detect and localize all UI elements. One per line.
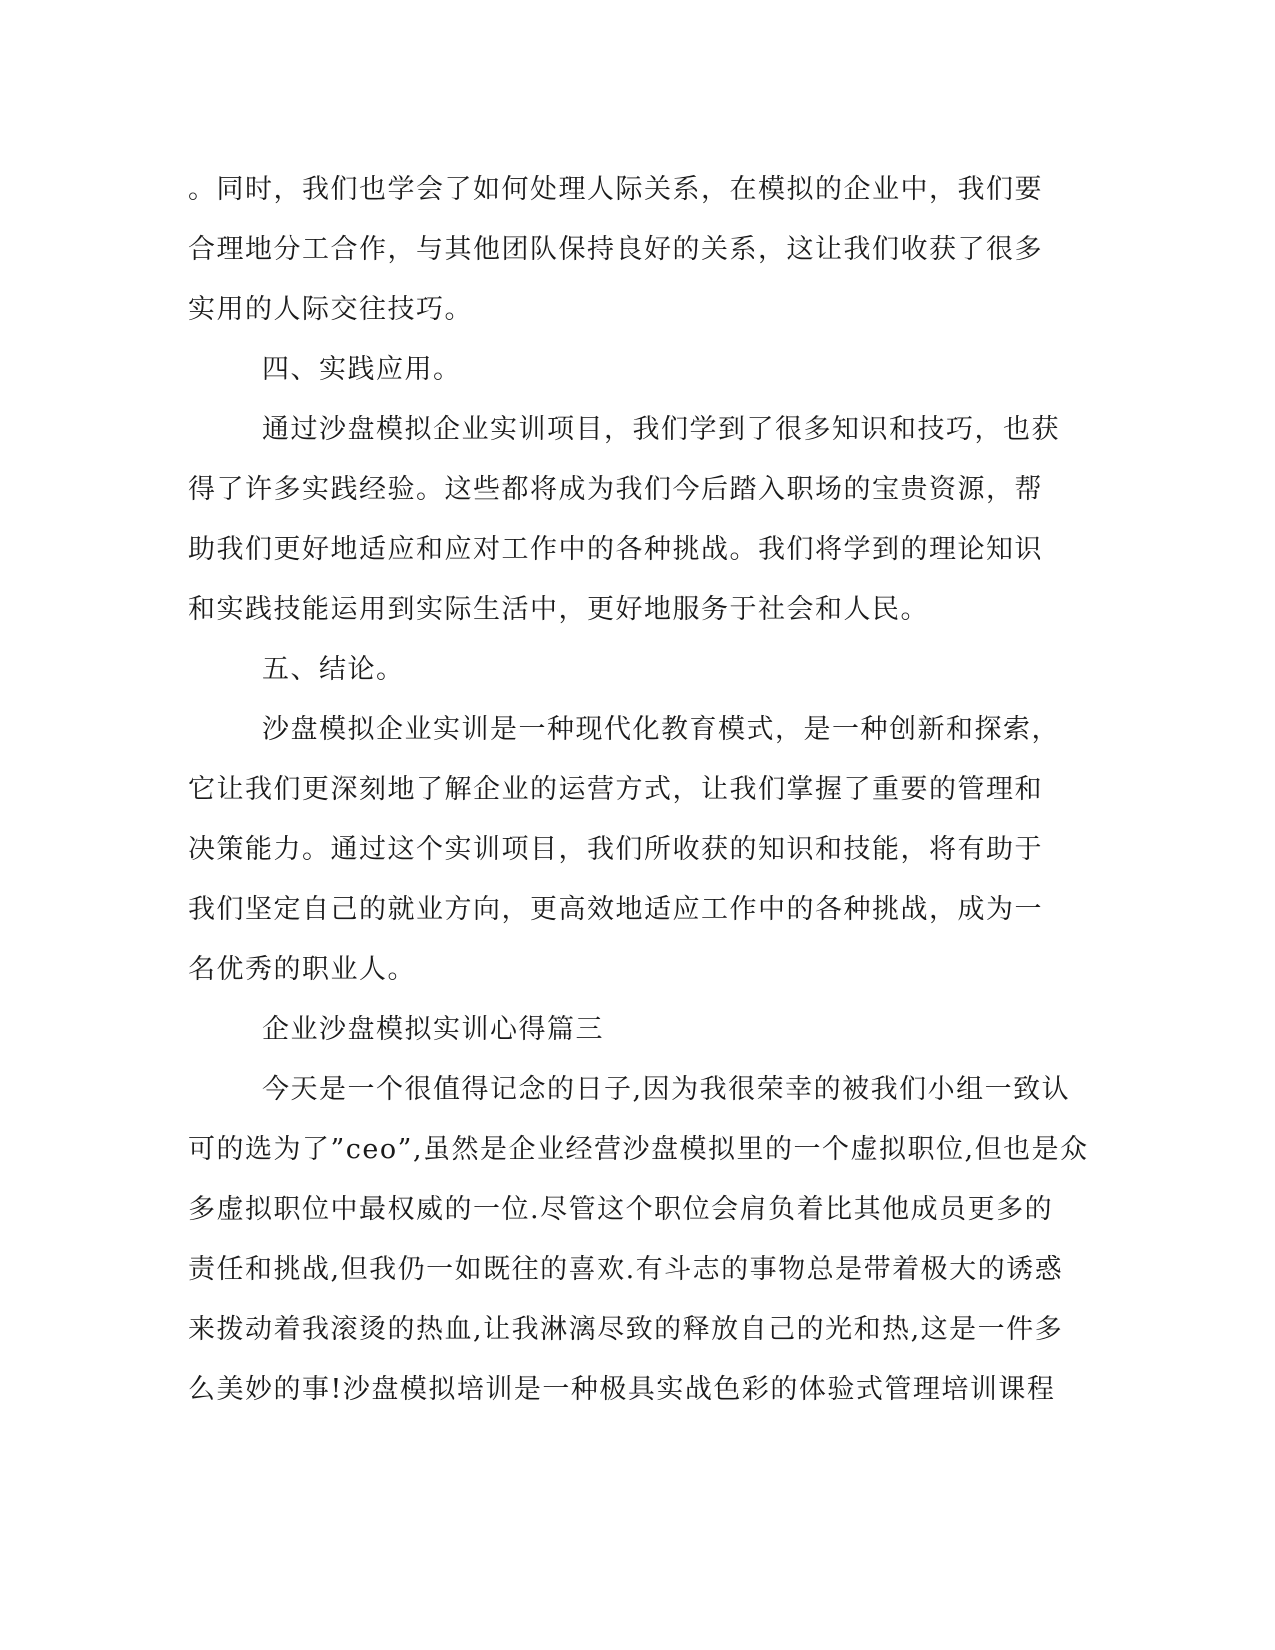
text-line: 决策能力。通过这个实训项目，我们所收获的知识和技能，将有助于 <box>188 834 1043 865</box>
text-line: 通过沙盘模拟企业实训项目，我们学到了很多知识和技巧，也获 <box>262 414 1060 445</box>
text-line: 和实践技能运用到实际生活中，更好地服务于社会和人民。 <box>188 594 929 625</box>
text-line: 可的选为了”ceo”,虽然是企业经营沙盘模拟里的一个虚拟职位,但也是众 <box>188 1134 1089 1165</box>
text-line: 沙盘模拟企业实训是一种现代化教育模式，是一种创新和探索， <box>262 714 1060 745</box>
text-line: 责任和挑战,但我仍一如既往的喜欢.有斗志的事物总是带着极大的诱惑 <box>188 1254 1064 1285</box>
text-line: 么美妙的事!沙盘模拟培训是一种极具实战色彩的体验式管理培训课程 <box>188 1374 1056 1405</box>
text-line: 今天是一个很值得记念的日子,因为我很荣幸的被我们小组一致认 <box>262 1074 1071 1105</box>
text-line: 合理地分工合作，与其他团队保持良好的关系，这让我们收获了很多 <box>188 234 1043 265</box>
text-line: 名优秀的职业人。 <box>188 954 416 985</box>
text-line: 我们坚定自己的就业方向，更高效地适应工作中的各种挑战，成为一 <box>188 894 1043 925</box>
text-line: 得了许多实践经验。这些都将成为我们今后踏入职场的宝贵资源，帮 <box>188 474 1043 505</box>
body-text <box>188 160 1088 1420</box>
text-line: 助我们更好地适应和应对工作中的各种挑战。我们将学到的理论知识 <box>188 534 1043 565</box>
text-line: 它让我们更深刻地了解企业的运营方式，让我们掌握了重要的管理和 <box>188 774 1043 805</box>
section-heading: 五、结论。 <box>262 654 405 685</box>
text-line: 。同时，我们也学会了如何处理人际关系，在模拟的企业中，我们要 <box>188 174 1043 205</box>
text-line: 来拨动着我滚烫的热血,让我淋漓尽致的释放自己的光和热,这是一件多 <box>188 1314 1064 1345</box>
section-heading: 四、实践应用。 <box>262 354 462 385</box>
text-line: 实用的人际交往技巧。 <box>188 294 473 325</box>
article-title: 企业沙盘模拟实训心得篇三 <box>262 1014 604 1045</box>
text-line: 多虚拟职位中最权威的一位.尽管这个职位会肩负着比其他成员更多的 <box>188 1194 1054 1225</box>
